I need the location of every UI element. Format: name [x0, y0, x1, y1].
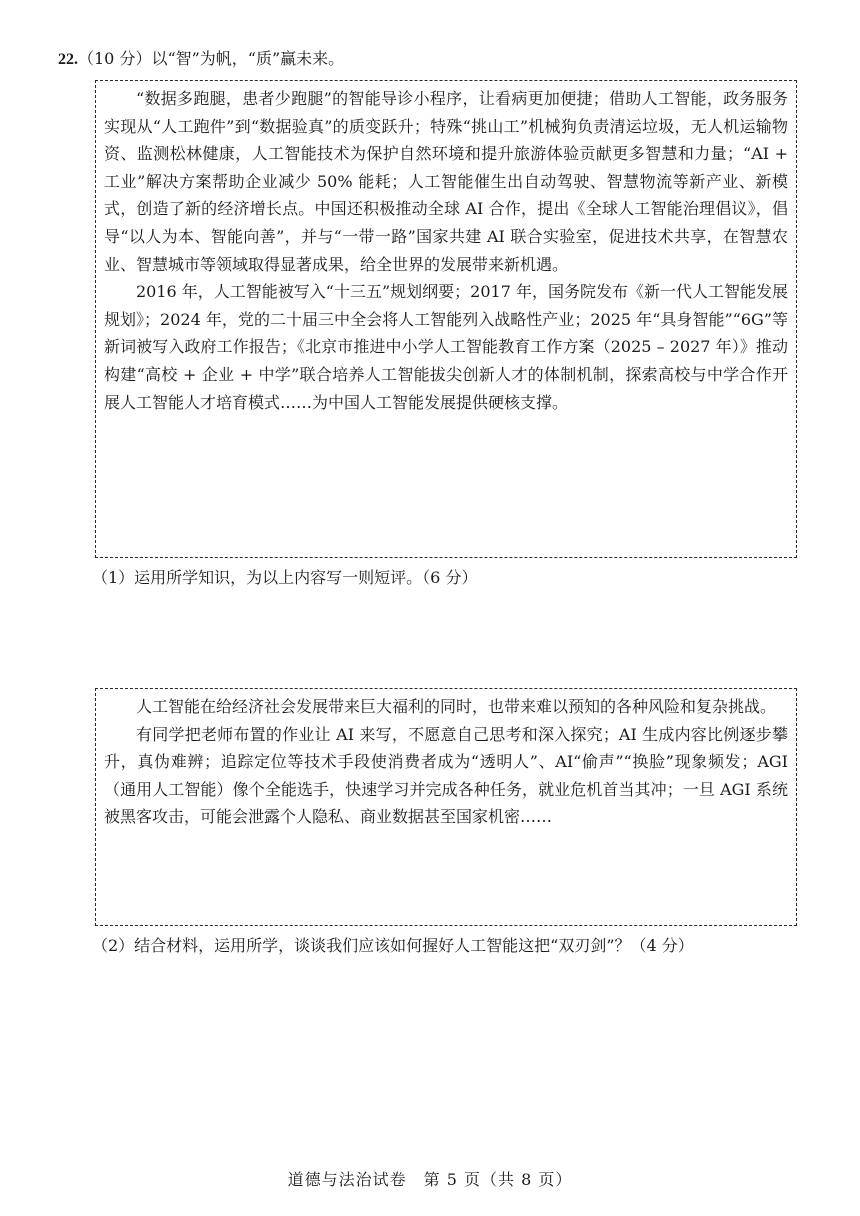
- question-number: 22.: [58, 51, 78, 68]
- question-title: [58, 46, 344, 73]
- material-box-1: [95, 80, 797, 558]
- question-heading: （10 分）以“智”为帆，“质”赢未来。: [78, 49, 345, 68]
- material-box-2: [95, 688, 797, 926]
- sub-question-2: （2）结合材料，运用所学，谈谈我们应该如何握好人工智能这把“双刃剑”？（4 分）: [92, 936, 694, 955]
- material1-paragraph-2: 2016 年，人工智能被写入“十三五”规划纲要；2017 年，国务院发布《新一代人工智能发展规划》；2024 年，党的二十届三中全会将人工智能列入战略性产业；2025 年“具身智能”“6G”等新词被写入政府工作报告；《北京市推进中小学人工智能教育工作方案（2025 – 2027 年）》推动构建“高校 + 企业 + 中学”联合培养人工智能拔尖创新人才的体制机制，探索高校与中学合作开展人工智能人才培育模式……为中国人工智能发展提供硬核支撑。: [104, 282, 788, 412]
- material2-paragraph-2: 有同学把老师布置的作业让 AI 来写，不愿意自己思考和深入探究；AI 生成内容比例逐步攀升，真伪难辨；追踪定位等技术手段使消费者成为“透明人”、AI“偷声”“换脸”现象频发；AGI（通用人工智能）像个全能选手，快速学习并完成各种任务，就业危机首当其冲；一旦 AGI 系统被黑客攻击，可能会泄露个人隐私、商业数据甚至国家机密……: [104, 724, 788, 827]
- material2-paragraph-1: 人工智能在给经济社会发展带来巨大福利的同时，也带来难以预知的各种风险和复杂挑战。: [136, 697, 777, 716]
- sub-question-1: （1）运用所学知识，为以上内容写一则短评。（6 分）: [92, 568, 478, 587]
- page-footer: 道德与法治试卷 第 5 页（共 8 页）: [287, 1170, 573, 1189]
- material1-paragraph-1: “数据多跑腿，患者少跑腿”的智能导诊小程序，让看病更加便捷；借助人工智能，政务服务实现从“人工跑件”到“数据验真”的质变跃升；特殊“挑山工”机械狗负责清运垃圾，无人机运输物资、监测松林健康，人工智能技术为保护自然环境和提升旅游体验贡献更多智慧和力量；“AI + 工业”解决方案帮助企业减少 50% 能耗；人工智能催生出自动驾驶、智慧物流等新产业、新模式，创造了新的经济增长点。中国还积极推动全球 AI 合作，提出《全球人工智能治理倡议》，倡导“以人为本、智能向善”，并与“一带一路”国家共建 AI 联合实验室，促进技术共享，在智慧农业、智慧城市等领域取得显著成果，给全世界的发展带来新机遇。: [104, 89, 788, 274]
